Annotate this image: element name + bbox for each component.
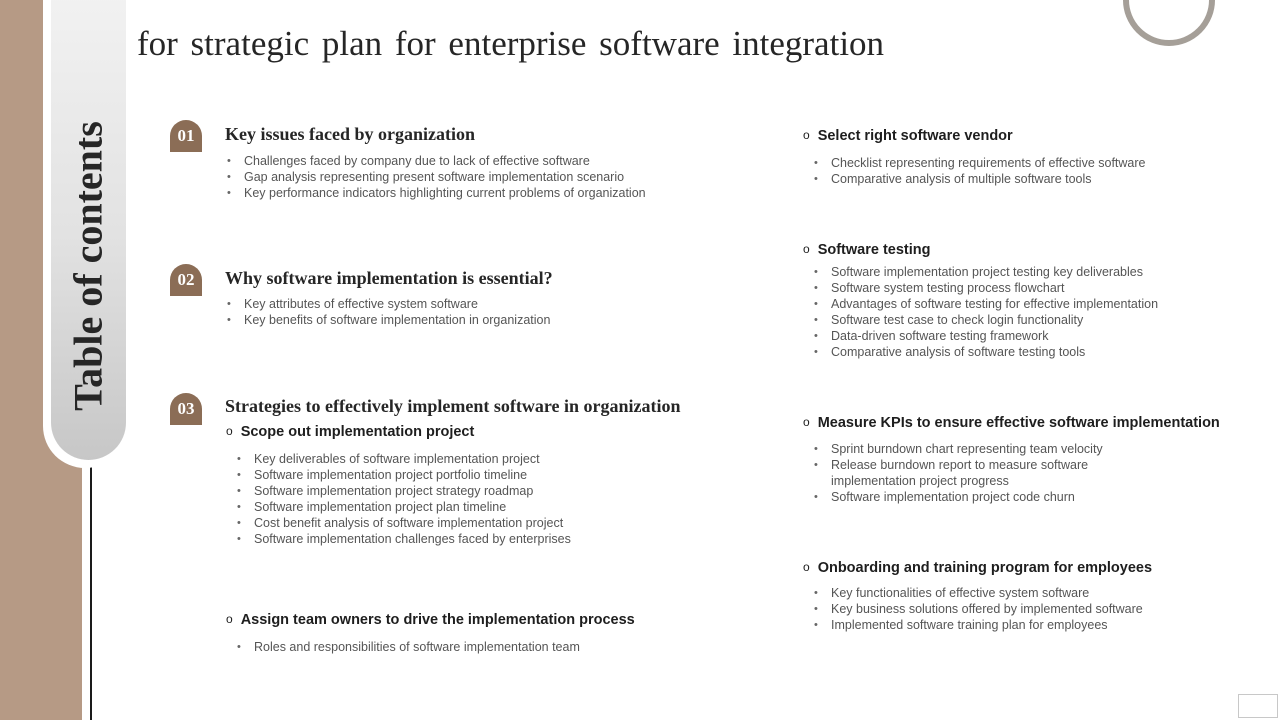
bullet-list (813, 155, 1146, 187)
list-item: • Key functionalities of effective system software (813, 585, 1143, 601)
list-item: • Software implementation project strategy roadmap (236, 483, 571, 499)
list-item: • Software implementation project plan timeline (236, 499, 571, 515)
bullet-list (226, 296, 550, 328)
circle-bullet-icon: o (803, 560, 810, 574)
subsection-heading (226, 424, 474, 440)
page-title: for strategic plan for enterprise software integration (137, 24, 885, 63)
circle-bullet-icon: o (803, 128, 810, 142)
list-item: • Challenges faced by company due to lack of effective software (226, 153, 646, 169)
list-item: • Key deliverables of software implementation project (236, 451, 571, 467)
section-title: Key issues faced by organization (225, 124, 475, 144)
list-item: • Software implementation challenges faced by enterprises (236, 531, 571, 547)
list-item: • Software system testing process flowchart (813, 280, 1158, 296)
list-item: • Cost benefit analysis of software implementation project (236, 515, 571, 531)
section-number-badge: 03 (170, 393, 202, 425)
circle-bullet-icon: o (803, 415, 810, 429)
list-item: • Key business solutions offered by implemented software (813, 601, 1143, 617)
list-item: • Software implementation project testing key deliverables (813, 264, 1158, 280)
list-item: • Comparative analysis of multiple software tools (813, 171, 1146, 187)
list-item: • Checklist representing requirements of effective software (813, 155, 1146, 171)
subsection-title: Measure KPIs to ensure effective software implementation (817, 415, 1220, 431)
circle-bullet-icon: o (226, 424, 233, 438)
list-item-continuation (813, 473, 1103, 489)
list-item: • Gap analysis representing present software implementation scenario (226, 169, 646, 185)
list-item: • Key benefits of software implementation in organization (226, 312, 550, 328)
circle-bullet-icon: o (803, 242, 810, 256)
list-item: • Release burndown report to measure software (813, 457, 1103, 473)
decorative-ring (1123, 0, 1215, 46)
subsection-title: Select right software vendor (817, 128, 1013, 144)
section-number-badge: 02 (170, 264, 202, 296)
subsection-heading (803, 128, 1013, 144)
list-item: • Software implementation project portfolio timeline (236, 467, 571, 483)
subsection-heading (803, 242, 930, 258)
bullet-list (236, 451, 571, 547)
list-item: • Comparative analysis of software testing tools (813, 344, 1158, 360)
vertical-divider-line (90, 460, 92, 720)
bullet-list (813, 264, 1158, 360)
section-title: Strategies to effectively implement software in organization (225, 396, 681, 416)
corner-placeholder-box (1238, 694, 1278, 718)
section-number-badge: 01 (170, 120, 202, 152)
subsection-heading (803, 415, 1220, 431)
list-item: • Advantages of software testing for effective implementation (813, 296, 1158, 312)
list-item: • Data-driven software testing framework (813, 328, 1158, 344)
bullet-list (226, 153, 646, 201)
subsection-heading (226, 612, 635, 628)
bullet-list (236, 639, 580, 655)
subsection-title: Software testing (817, 242, 931, 258)
list-item: • Implemented software training plan for employees (813, 617, 1143, 633)
list-item: • Software implementation project code churn (813, 489, 1103, 505)
list-item-continuation-text: implementation project progress (831, 474, 1009, 488)
subsection-heading (803, 560, 1152, 576)
list-item: • Key performance indicators highlighting current problems of organization (226, 185, 646, 201)
list-item: • Software test case to check login functionality (813, 312, 1158, 328)
list-item: • Sprint burndown chart representing team velocity (813, 441, 1103, 457)
circle-bullet-icon: o (226, 612, 233, 626)
list-item: • Roles and responsibilities of software implementation team (236, 639, 580, 655)
list-item: • Key attributes of effective system software (226, 296, 550, 312)
subsection-title: Scope out implementation project (240, 424, 475, 440)
bullet-list (813, 441, 1103, 505)
subsection-title: Assign team owners to drive the implementation process (240, 612, 635, 628)
bullet-list (813, 585, 1143, 633)
section-title: Why software implementation is essential? (225, 268, 553, 288)
vertical-title: Table of contents (65, 121, 111, 411)
subsection-title: Onboarding and training program for employees (817, 560, 1153, 576)
